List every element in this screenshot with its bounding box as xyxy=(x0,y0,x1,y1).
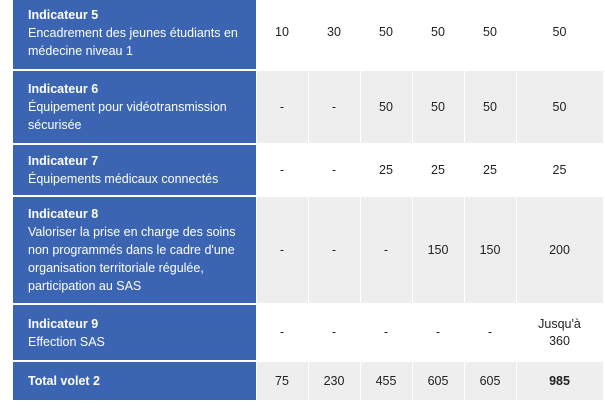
value-cell: - xyxy=(360,196,412,304)
indicator-description: Encadrement des jeunes étudiants en médecine niveau 1 xyxy=(28,25,238,58)
value-cell: 50 xyxy=(464,0,516,70)
total-value-cell: 605 xyxy=(464,361,516,401)
indicator-title: Indicateur 9 xyxy=(28,316,99,331)
value-cell: 50 xyxy=(464,70,516,144)
table-row-total xyxy=(13,361,603,401)
value-cell: 50 xyxy=(412,70,464,144)
value-cell: 10 xyxy=(256,0,308,70)
value-cell: - xyxy=(256,304,308,361)
row-label xyxy=(13,0,256,70)
value-cell: - xyxy=(308,196,360,304)
value-cell: - xyxy=(256,196,308,304)
value-cell: 25 xyxy=(464,144,516,196)
value-cell: - xyxy=(464,304,516,361)
value-cell: Jusqu'à 360 xyxy=(516,304,603,361)
value-cell: - xyxy=(256,144,308,196)
indicator-title: Indicateur 6 xyxy=(28,82,99,96)
value-cell: - xyxy=(308,70,360,144)
total-value-cell: 455 xyxy=(360,361,412,401)
total-value-cell: 230 xyxy=(308,361,360,401)
total-value-cell: 605 xyxy=(412,361,464,401)
indicator-title: Indicateur 7 xyxy=(28,154,99,168)
indicator-description: Équipements médicaux connectés xyxy=(28,172,219,186)
row-label xyxy=(13,196,256,304)
table-row-indicateur-9 xyxy=(13,304,603,361)
value-cell: - xyxy=(412,304,464,361)
indicator-title: Indicateur 5 xyxy=(28,7,99,22)
total-value-cell: 75 xyxy=(256,361,308,401)
value-cell: 150 xyxy=(412,196,464,304)
value-cell: - xyxy=(308,144,360,196)
value-cell: - xyxy=(360,304,412,361)
row-label xyxy=(13,304,256,361)
value-cell: 50 xyxy=(516,70,603,144)
value-cell: 30 xyxy=(308,0,360,70)
value-cell: - xyxy=(256,70,308,144)
value-cell: 50 xyxy=(360,0,412,70)
value-cell: 150 xyxy=(464,196,516,304)
indicator-title: Indicateur 8 xyxy=(28,207,99,221)
value-cell: 50 xyxy=(412,0,464,70)
value-cell: 50 xyxy=(516,0,603,70)
table-row-indicateur-8 xyxy=(13,196,603,304)
indicator-description: Équipement pour vidéotransmission sécurisée xyxy=(28,100,227,132)
table-row-indicateur-7 xyxy=(13,144,603,196)
value-cell: 25 xyxy=(360,144,412,196)
value-cell: - xyxy=(308,304,360,361)
value-cell: 25 xyxy=(516,144,603,196)
total-value-cell: 985 xyxy=(516,361,603,401)
indicator-description: Valoriser la prise en charge des soins non programmés dans le cadre d'une organisation territoriale régulée, participation au SAS xyxy=(28,225,236,293)
value-cell: 200 xyxy=(516,196,603,304)
row-label xyxy=(13,70,256,144)
value-cell: 50 xyxy=(360,70,412,144)
table-row-indicateur-5 xyxy=(13,0,603,70)
indicators-table xyxy=(13,0,604,402)
table-row-indicateur-6 xyxy=(13,70,603,144)
row-label xyxy=(13,361,256,401)
total-title: Total volet 2 xyxy=(28,374,101,388)
indicator-description: Effection SAS xyxy=(28,334,105,349)
row-label xyxy=(13,144,256,196)
value-cell: 25 xyxy=(412,144,464,196)
